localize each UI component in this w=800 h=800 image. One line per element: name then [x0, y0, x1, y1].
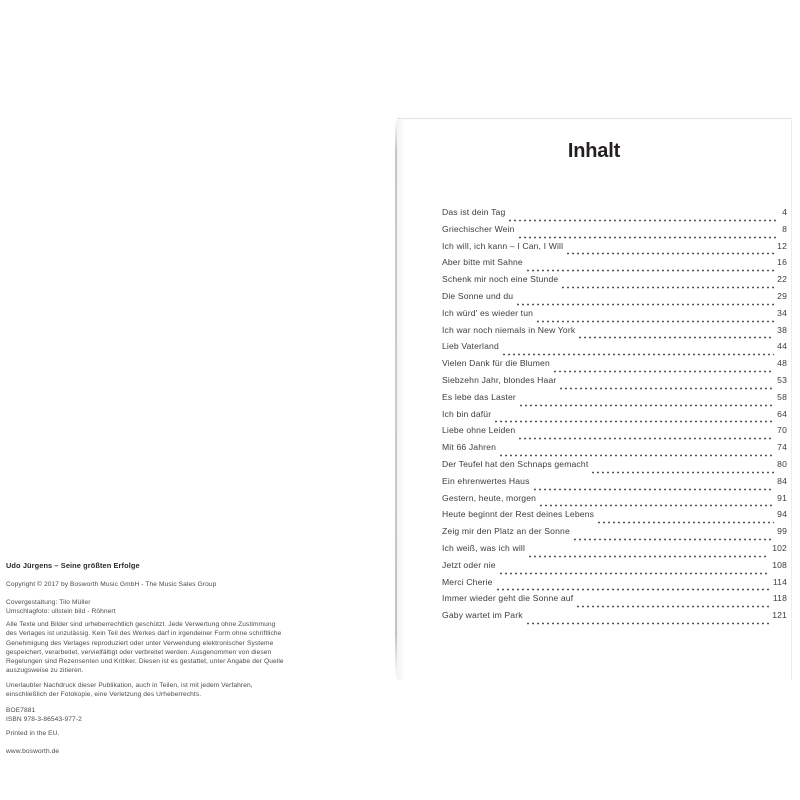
toc-entry — [442, 509, 787, 526]
toc-dot-leader — [598, 521, 774, 524]
toc-entry-page-number: 70 — [777, 425, 787, 436]
legal-line: des Verlages ist unzulässig. Kein Teil des Werkes darf in irgendeiner Form ohne schriftliche — [6, 630, 282, 638]
toc-entry-title: Gestern, heute, morgen — [442, 492, 537, 503]
toc-entry-title: Aber bitte mit Sahne — [442, 257, 523, 268]
book-title: Udo Jürgens – Seine größten Erfolge — [6, 561, 140, 570]
toc-dot-leader — [592, 471, 774, 474]
toc-entry-page-number: 64 — [777, 408, 787, 419]
legal-line: einschließlich der Fotokopie, eine Verletzung des Urheberrechts. — [6, 691, 202, 699]
toc-dot-leader — [509, 219, 779, 222]
toc-entry-page-number: 44 — [777, 341, 787, 352]
toc-entry-title: Ich weiß, was ich will — [442, 542, 526, 553]
toc-entry — [442, 291, 787, 308]
toc-entry-page-number: 102 — [772, 542, 787, 553]
catalog-codes — [6, 706, 326, 724]
toc-list — [397, 207, 791, 627]
toc-entry-page-number: 48 — [777, 358, 787, 369]
toc-entry — [442, 341, 787, 358]
copyright-line: Copyright © 2017 by Bosworth Music GmbH - The Music Sales Group — [6, 581, 217, 589]
toc-dot-leader — [577, 605, 770, 608]
toc-entry-title: Heute beginnt der Rest deines Lebens — [442, 509, 595, 520]
toc-entry — [442, 409, 787, 426]
toc-entry — [442, 325, 787, 342]
toc-entry-title: Ein ehrenwertes Haus — [442, 475, 530, 486]
toc-dot-leader — [562, 286, 774, 289]
publisher-website: www.bosworth.de — [6, 748, 60, 756]
toc-entry-title: Zeig mir den Platz an der Sonne — [442, 526, 570, 537]
legal-line: Alle Texte und Bilder sind urheberrechtlich geschützt. Jede Verwertung ohne Zustimmung — [6, 621, 276, 629]
toc-dot-leader — [574, 538, 774, 541]
toc-dot-leader — [520, 404, 774, 407]
toc-entry-title: Vielen Dank für die Blumen — [442, 358, 550, 369]
toc-entry-page-number: 8 — [782, 223, 787, 234]
toc-entry — [442, 560, 787, 577]
toc-entry-page-number: 16 — [777, 257, 787, 268]
toc-entry-page-number: 80 — [777, 458, 787, 469]
toc-entry-page-number: 108 — [772, 559, 787, 570]
toc-entry-title: Ich will, ich kann – I Can, I Will — [442, 240, 564, 251]
toc-entry-title: Der Teufel hat den Schnaps gemacht — [442, 458, 589, 469]
toc-dot-leader — [540, 504, 774, 507]
toc-dot-leader — [519, 236, 779, 239]
toc-dot-leader — [560, 387, 774, 390]
toc-entry-title: Die Sonne und du — [442, 290, 514, 301]
toc-entry — [442, 442, 787, 459]
toc-entry — [442, 358, 787, 375]
toc-entry-page-number: 84 — [777, 475, 787, 486]
toc-entry — [442, 392, 787, 409]
toc-entry — [442, 241, 787, 258]
toc-entry — [442, 459, 787, 476]
toc-entry — [442, 257, 787, 274]
toc-dot-leader — [579, 336, 774, 339]
toc-entry — [442, 577, 787, 594]
toc-dot-leader — [497, 588, 770, 591]
catalog-code-line: ISBN 978-3-86543-977-2 — [6, 716, 82, 724]
toc-entry-page-number: 94 — [777, 509, 787, 520]
toc-dot-leader — [527, 622, 770, 625]
legal-line: gespeichert, verarbeitet, vervielfältigt oder verbreitet werden. Ausgenommen von diesen — [6, 648, 272, 656]
toc-entry-page-number: 121 — [772, 610, 787, 621]
toc-dot-leader — [500, 454, 774, 457]
toc-entry-page-number: 53 — [777, 374, 787, 385]
legal-line: Regelungen sind Rezensenten und Kritiker. Diesen ist es gestattet, unter Angabe der Quelle — [6, 657, 284, 665]
toc-entry-page-number: 114 — [772, 576, 787, 587]
toc-dot-leader — [517, 303, 774, 306]
legal-paragraph-1 — [6, 620, 326, 675]
toc-entry-title: Jetzt oder nie — [442, 559, 496, 570]
toc-entry-title: Siebzehn Jahr, blondes Haar — [442, 374, 557, 385]
toc-entry-title: Das ist dein Tag — [442, 207, 506, 217]
toc-entry — [442, 526, 787, 543]
imprint-block — [6, 561, 326, 757]
toc-entry-page-number: 58 — [777, 391, 787, 402]
toc-dot-leader — [495, 420, 774, 423]
credits-lines — [6, 598, 326, 616]
toc-entry-title: Immer wieder geht die Sonne auf — [442, 593, 574, 604]
legal-line: Unerlaubter Nachdruck dieser Publikation, auch in Teilen, ist mit jedem Verfahren, — [6, 681, 253, 689]
toc-entry — [442, 543, 787, 560]
toc-dot-leader — [534, 488, 775, 491]
toc-dot-leader — [527, 269, 774, 272]
catalog-code-line: BOE7881 — [6, 707, 36, 715]
toc-entry-title: Mit 66 Jahren — [442, 442, 497, 453]
toc-entry-title: Ich bin dafür — [442, 408, 492, 419]
toc-entry-title: Lieb Vaterland — [442, 341, 499, 352]
toc-entry — [442, 493, 787, 510]
legal-paragraph-2 — [6, 681, 326, 699]
toc-heading: Inhalt — [567, 140, 621, 162]
toc-entry — [442, 476, 787, 493]
legal-line: auszugsweise zu zitieren. — [6, 666, 84, 674]
toc-entry-title: Merci Cherie — [442, 576, 493, 587]
toc-entry-page-number: 22 — [777, 274, 787, 285]
toc-dot-leader — [519, 437, 774, 440]
toc-entry — [442, 610, 787, 627]
toc-entry-page-number: 74 — [777, 442, 787, 453]
toc-entry — [442, 207, 787, 224]
toc-dot-leader — [503, 353, 774, 356]
toc-entry-page-number: 34 — [777, 307, 787, 318]
toc-entry — [442, 224, 787, 241]
toc-entry-page-number: 99 — [777, 526, 787, 537]
right-page — [397, 118, 792, 680]
left-page — [0, 100, 395, 756]
toc-entry — [442, 425, 787, 442]
toc-dot-leader — [554, 370, 774, 373]
toc-entry-page-number: 38 — [777, 324, 787, 335]
toc-entry-page-number: 118 — [772, 593, 787, 604]
toc-entry-title: Schenk mir noch eine Stunde — [442, 274, 559, 285]
toc-entry-title: Liebe ohne Leiden — [442, 425, 516, 436]
toc-entry-title: Es lebe das Laster — [442, 391, 516, 402]
toc-dot-leader — [537, 320, 774, 323]
credit-line: Umschlagfoto: ullstein bild - Röhnert — [6, 608, 116, 616]
toc-dot-leader — [529, 555, 769, 558]
toc-entry-page-number: 4 — [782, 207, 787, 217]
toc-dot-leader — [567, 252, 774, 255]
toc-entry — [442, 593, 787, 610]
toc-entry-title: Ich war noch niemals in New York — [442, 324, 576, 335]
toc-entry-title: Ich würd' es wieder tun — [442, 307, 534, 318]
legal-line: Genehmigung des Verlages reproduziert oder unter Verwendung elektronischer Systeme — [6, 639, 274, 647]
toc-entry-title: Gaby wartet im Park — [442, 610, 523, 621]
toc-entry-page-number: 12 — [777, 240, 787, 251]
credit-line: Covergestaltung: Tilo Müller — [6, 599, 91, 607]
toc-entry-title: Griechischer Wein — [442, 223, 515, 234]
toc-entry — [442, 274, 787, 291]
toc-entry — [442, 375, 787, 392]
toc-entry — [442, 308, 787, 325]
toc-entry-page-number: 91 — [777, 492, 787, 503]
toc-dot-leader — [500, 572, 770, 575]
toc-entry-page-number: 29 — [777, 290, 787, 301]
printed-line: Printed in the EU. — [6, 730, 60, 738]
